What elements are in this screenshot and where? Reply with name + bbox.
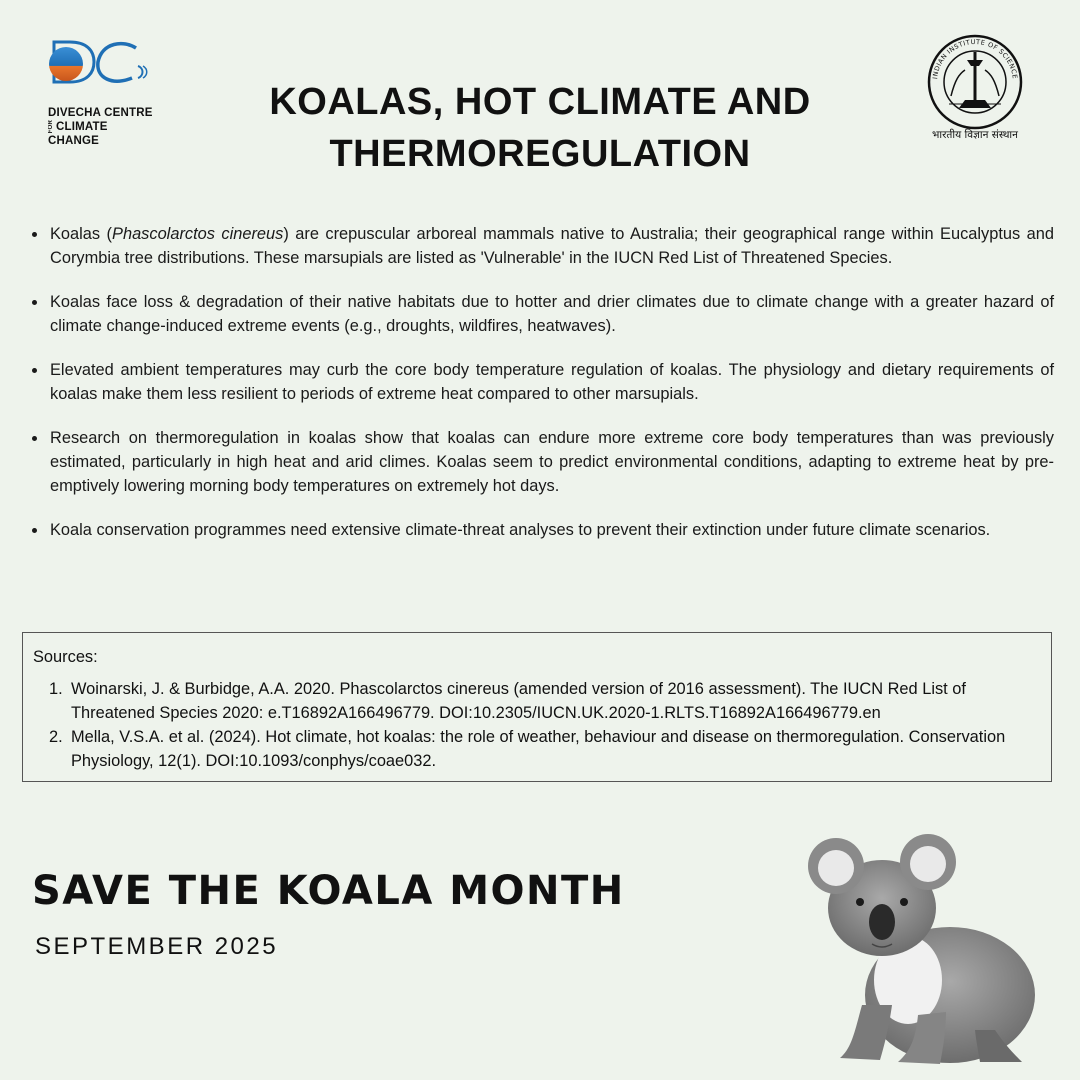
dcc-line2: CLIMATE CHANGE: [48, 121, 108, 147]
fact-list: [30, 222, 1054, 562]
koala-illustration-icon: [800, 830, 1050, 1070]
divecha-centre-logo: [40, 38, 160, 147]
sources-list: [33, 677, 1041, 773]
campaign-headline: SAVE THE KOALA MONTH: [32, 868, 625, 914]
fact-item-4: Research on thermoregulation in koalas show that koalas can endure more extreme core body temperatures than was previously estimated, particularly in high heat and arid climes. Koalas seem to predict environmental conditions, adapting to extreme heat by pre-emptively lowering morning body temperatures on extremely hot days.: [30, 426, 1054, 498]
sources-title: Sources:: [33, 648, 98, 666]
campaign-date: SEPTEMBER 2025: [35, 933, 279, 960]
source-item-2: 2. Mella, V.S.A. et al. (2024). Hot climate, hot koalas: the role of weather, behaviour and disease on thermoregulation. Conservation Physiology, 12(1). DOI:10.1093/conphys/coae032.: [49, 728, 1006, 770]
fact-item-5: Koala conservation programmes need extensive climate-threat analyses to prevent their extinction under future climate scenarios.: [30, 518, 1054, 542]
species-name: Phascolarctos cinereus: [112, 225, 284, 243]
page-title: KOALAS, HOT CLIMATE AND THERMOREGULATION: [269, 81, 811, 175]
iisc-logo: [915, 30, 1035, 150]
source-item-1: 1. Woinarski, J. & Burbidge, A.A. 2020. Phascolarctos cinereus (amended version of 2016 assessment). The IUCN Red List of Threatened Species 2020: e.T16892A166496779. DOI:10.2305/IUCN.UK.2020-1.RLTS.T16892A166496779.en: [49, 680, 966, 722]
iisc-ring-text: INDIAN INSTITUTE OF SCIENCE: [931, 37, 1019, 80]
iisc-emblem-icon: [915, 30, 1035, 130]
fact-item-2: Koalas face loss & degradation of their native habitats due to hotter and drier climates due to climate change with a greater hazard of climate change-induced extreme events (e.g., droughts, wildfires, heatwaves).: [30, 290, 1054, 338]
dcc-logo-mark-icon: [40, 38, 160, 106]
dcc-line1: DIVECHA CENTRE: [48, 107, 153, 119]
iisc-hindi-name: भारतीय विज्ञान संस्थान: [932, 129, 1018, 141]
sources-box: [22, 632, 1052, 782]
fact-item-1: Koalas (Phascolarctos cinereus) are crepuscular arboreal mammals native to Australia; their geographical range within Eucalyptus and Corymbia tree distributions. These marsupials are listed as 'Vulnerable' in the IUCN Red List of Threatened Species.: [30, 222, 1054, 270]
fact-item-3: Elevated ambient temperatures may curb the core body temperature regulation of koalas. The physiology and dietary requirements of koalas make them less resilient to periods of extreme heat compared to other marsupials.: [30, 358, 1054, 406]
dcc-for: FOR: [48, 120, 54, 134]
